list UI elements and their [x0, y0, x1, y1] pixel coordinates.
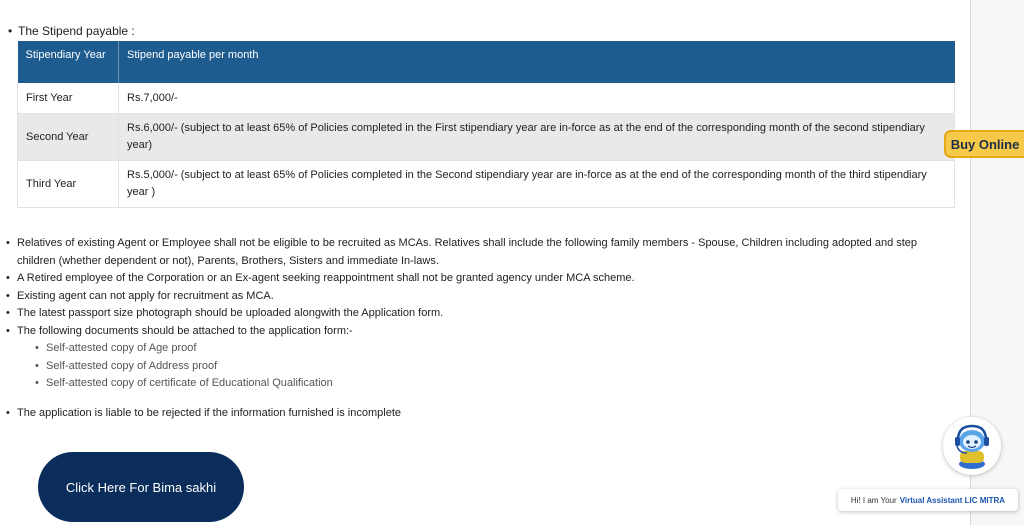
list-item: [4, 323, 954, 393]
column-header-year: Stipendiary Year: [18, 41, 119, 83]
table-cell-stipend: Rs.7,000/-: [119, 83, 955, 114]
bima-sakhi-button[interactable]: Click Here For Bima sakhi: [38, 452, 244, 522]
stipend-title-text: The Stipend payable :: [18, 24, 135, 38]
table-cell-stipend: Rs.5,000/- (subject to at least 65% of Policies completed in the Second stipendiary year are in-force as at the end of the corresponding month of the third stipendiary year ): [119, 161, 955, 208]
table-header-row: [18, 41, 955, 83]
table-cell-year: First Year: [18, 83, 119, 114]
column-header-stipend: Stipend payable per month: [119, 41, 955, 83]
documents-intro: The following documents should be attached to the application form:-: [17, 324, 353, 337]
table-cell-year: Third Year: [18, 161, 119, 208]
list-item: • Self-attested copy of certificate of Educational Qualification: [34, 375, 954, 393]
list-item: • Self-attested copy of Address proof: [34, 358, 954, 376]
stipend-section-title: [8, 24, 135, 38]
stipend-table: [17, 41, 955, 208]
virtual-assistant-avatar[interactable]: [943, 417, 1001, 475]
rejection-note: • The application is liable to be rejected if the information furnished is incomplete: [4, 405, 401, 422]
assistant-greeting-bubble[interactable]: [838, 489, 1018, 511]
table-row: [18, 114, 955, 161]
buy-online-button[interactable]: Buy Online: [944, 130, 1024, 158]
table-row: [18, 83, 955, 114]
list-item: • The latest passport size photograph should be uploaded alongwith the Application form.: [4, 305, 954, 323]
eligibility-rules-list: [4, 235, 954, 393]
table-row: [18, 161, 955, 208]
table-cell-year: Second Year: [18, 114, 119, 161]
assistant-greeting-text: Hi! I am Your: [850, 495, 897, 505]
list-item: • Self-attested copy of Age proof: [34, 340, 954, 358]
required-documents-list: [17, 340, 954, 393]
table-cell-stipend: Rs.6,000/- (subject to at least 65% of Policies completed in the First stipendiary year are in-force as at the end of the corresponding month of the second stipendiary year): [119, 114, 955, 161]
list-item: • Existing agent can not apply for recruitment as MCA.: [4, 288, 954, 306]
list-item: • Relatives of existing Agent or Employee shall not be eligible to be recruited as MCAs. Relatives shall include the following family members - Spouse, Children including adopted and step children (whether dependent or not), Parents, Brothers, Sisters and immediate In-laws.: [4, 235, 954, 270]
bullet: •: [8, 24, 13, 38]
assistant-name: Virtual Assistant LIC MITRA: [899, 495, 1006, 505]
list-item: • A Retired employee of the Corporation or an Ex-agent seeking reappointment shall not be granted agency under MCA scheme.: [4, 270, 954, 288]
robot-icon: [943, 417, 1001, 475]
